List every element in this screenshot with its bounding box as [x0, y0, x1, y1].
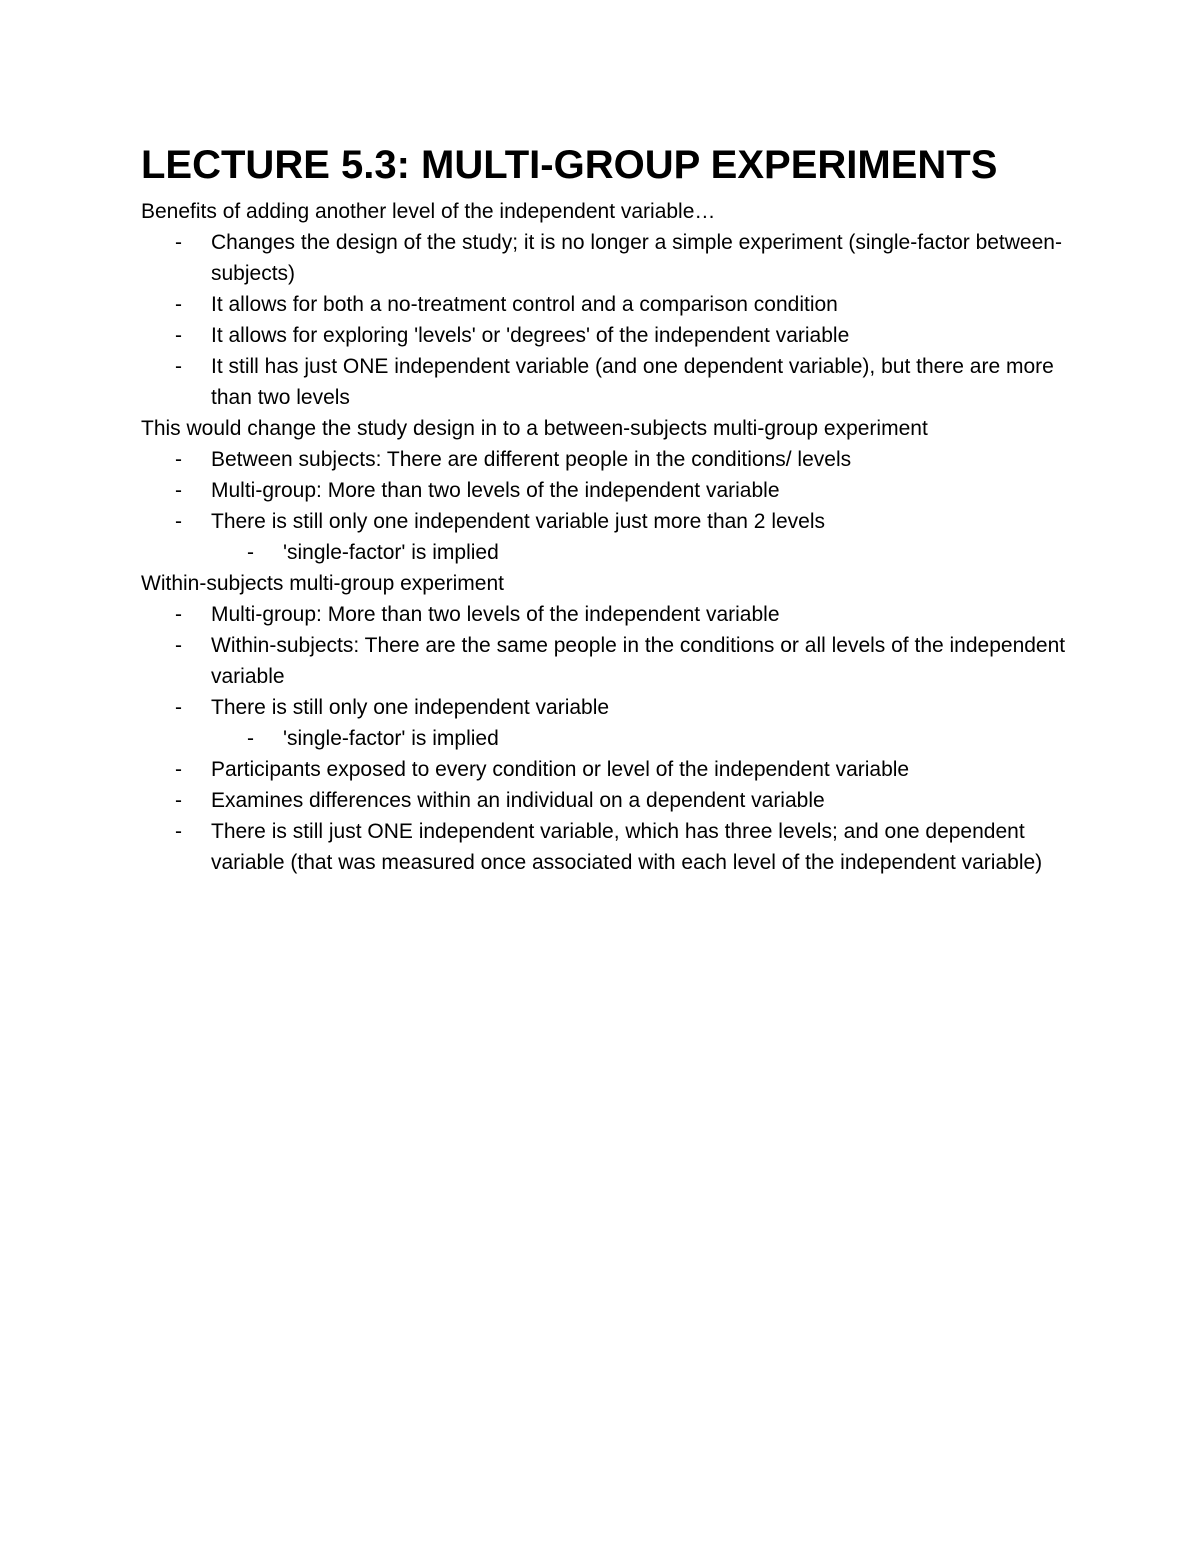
- list-item-text: 'single-factor' is implied: [283, 541, 499, 564]
- bullet-dash: -: [175, 820, 182, 843]
- list-item: [141, 599, 1071, 630]
- list-item-text: Multi-group: More than two levels of the independent variable: [211, 603, 780, 626]
- bullet-dash: -: [175, 324, 182, 347]
- list-item: [141, 444, 1071, 475]
- bullet-dash: -: [247, 727, 254, 750]
- list-item-text: It allows for exploring 'levels' or 'degrees' of the independent variable: [211, 324, 850, 347]
- list-item: [141, 754, 1071, 785]
- list-item-text: Participants exposed to every condition or level of the independent variable: [211, 758, 910, 781]
- list-item: [141, 785, 1071, 816]
- list-item: [141, 351, 1071, 413]
- list-item-text: There is still only one independent variable just more than 2 levels: [211, 510, 826, 533]
- list-item-text: Examines differences within an individual on a dependent variable: [211, 789, 825, 812]
- list-item: [141, 692, 1071, 723]
- list-item: [141, 320, 1071, 351]
- bullet-dash: -: [247, 541, 254, 564]
- list-item-text: Multi-group: More than two levels of the independent variable: [211, 479, 780, 502]
- bullet-dash: -: [175, 789, 182, 812]
- list-item-text: It still has just ONE independent variable (and one dependent variable), but there are more than two levels: [211, 355, 1054, 409]
- list-item: [141, 227, 1071, 289]
- bullet-dash: -: [175, 603, 182, 626]
- list-item: [141, 816, 1071, 878]
- list-item-text: There is still just ONE independent variable, which has three levels; and one dependent variable (that was measured once associated with each level of the independent variable): [211, 820, 1043, 874]
- sub-list-item: [141, 537, 1071, 568]
- bullet-dash: -: [175, 758, 182, 781]
- list-item-text: It allows for both a no-treatment control and a comparison condition: [211, 293, 838, 316]
- sub-list-item: [141, 723, 1071, 754]
- bullet-dash: -: [175, 696, 182, 719]
- bullet-dash: -: [175, 634, 182, 657]
- bullet-dash: -: [175, 293, 182, 316]
- section-benefits: [141, 196, 1071, 413]
- list-item: [141, 630, 1071, 692]
- section-between-subjects: [141, 413, 1071, 568]
- section-heading: This would change the study design in to a between-subjects multi-group experiment: [141, 417, 928, 440]
- bullet-dash: -: [175, 479, 182, 502]
- bullet-dash: -: [175, 448, 182, 471]
- list-item-text: Changes the design of the study; it is no longer a simple experiment (single-factor between-subjects): [211, 231, 1062, 285]
- list-item: [141, 289, 1071, 320]
- list-item-text: 'single-factor' is implied: [283, 727, 499, 750]
- list-item-text: There is still only one independent variable: [211, 696, 610, 719]
- section-heading: Within-subjects multi-group experiment: [141, 572, 504, 595]
- document-page: [141, 142, 1071, 878]
- section-within-subjects: [141, 568, 1071, 878]
- lecture-title: LECTURE 5.3: MULTI-GROUP EXPERIMENTS: [141, 143, 998, 187]
- list-item-text: Between subjects: There are different people in the conditions/ levels: [211, 448, 852, 471]
- list-item: [141, 475, 1071, 506]
- list-item: [141, 506, 1071, 537]
- list-item-text: Within-subjects: There are the same people in the conditions or all levels of the independent variable: [211, 634, 1066, 688]
- bullet-dash: -: [175, 510, 182, 533]
- bullet-dash: -: [175, 231, 182, 254]
- section-heading: Benefits of adding another level of the independent variable…: [141, 200, 716, 223]
- bullet-dash: -: [175, 355, 182, 378]
